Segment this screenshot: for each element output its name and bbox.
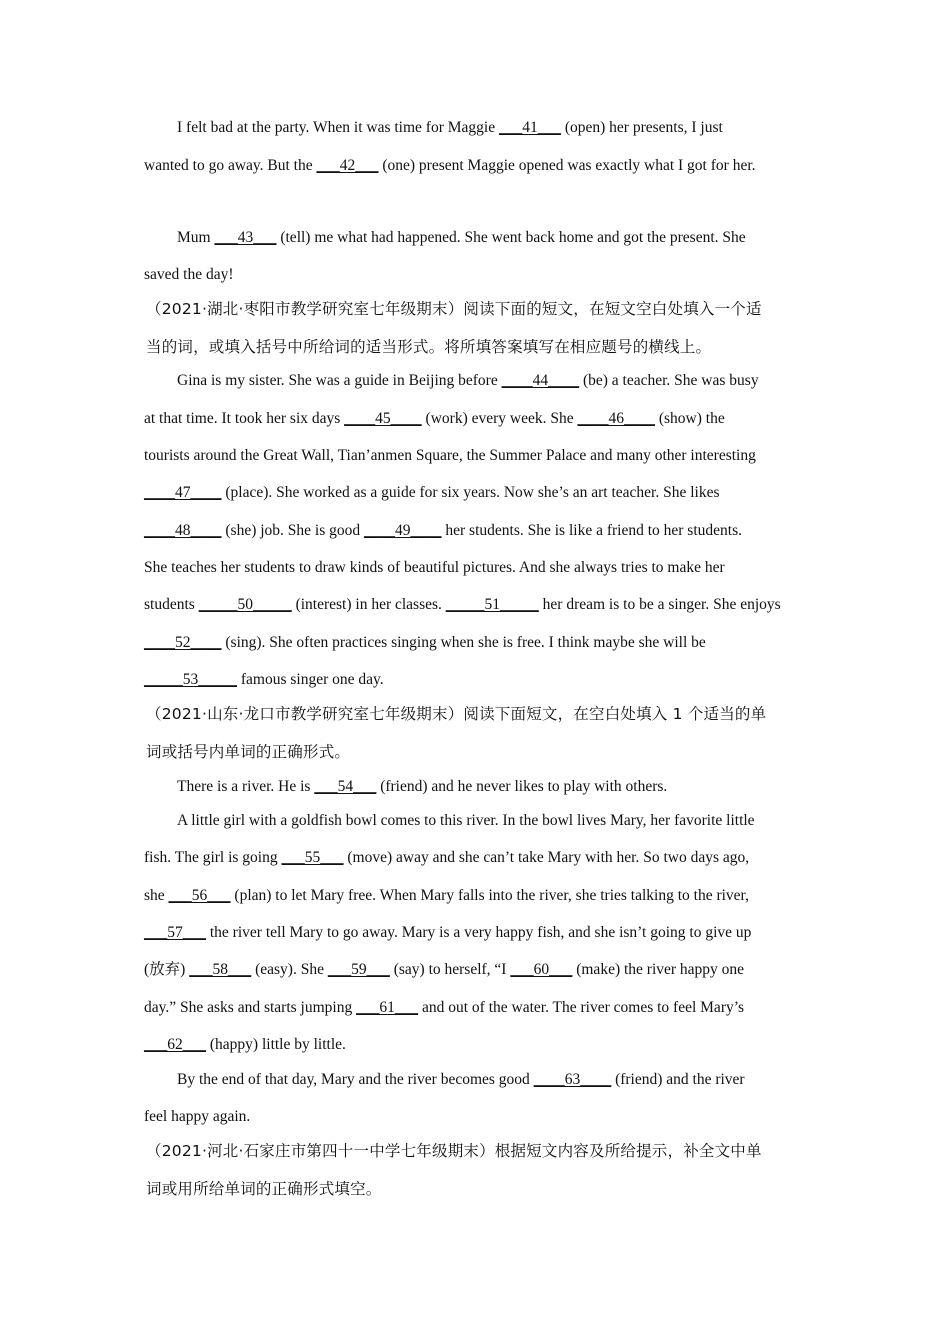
fill-in-blank: ___59___	[327, 961, 390, 978]
text-run: (say) to herself, “I	[389, 961, 511, 978]
passage-line	[144, 521, 812, 541]
text-run: （2021·湖北·枣阳市教学研究室七年级期末）阅读下面的短文，在短文空白处填入一个适	[146, 300, 762, 318]
text-run: (friend) and the river	[611, 1071, 745, 1088]
text-run: the river tell Mary to go away. Mary is a very happy fish, and she isn’t going to give up	[206, 924, 752, 941]
passage-line	[177, 811, 812, 831]
text-run: (make) the river happy one	[572, 961, 745, 978]
fill-in-blank: ___43___	[214, 229, 277, 246]
passage-line	[177, 118, 812, 138]
passage-line	[144, 670, 812, 690]
text-run: (work) every week. She	[421, 410, 578, 427]
text-run: wanted to go away. But the	[144, 157, 317, 174]
passage-line	[144, 998, 812, 1018]
text-run: (be) a teacher. She was busy	[579, 372, 759, 389]
fill-in-blank: _____51_____	[445, 596, 539, 613]
passage-line	[144, 483, 812, 503]
text-run: (tell) me what had happened. She went back home and got the present. She	[276, 229, 746, 246]
fill-in-blank: ____45____	[344, 410, 422, 427]
text-run: 词或用所给单词的正确形式填空。	[146, 1180, 382, 1198]
fill-in-blank: ___56___	[168, 887, 231, 904]
fill-in-blank: ____44____	[501, 372, 580, 389]
section-instruction-line	[146, 1141, 814, 1161]
passage-line	[177, 228, 812, 248]
fill-in-blank: ___57___	[144, 924, 206, 941]
text-run: she	[144, 887, 169, 904]
passage-line	[177, 777, 812, 797]
text-run: students	[144, 596, 199, 613]
fill-in-blank: ____47____	[144, 484, 222, 501]
passage-line	[144, 558, 812, 578]
text-run: her dream is to be a singer. She enjoys	[538, 596, 781, 613]
text-run: saved the day!	[144, 266, 234, 283]
fill-in-blank: _____53_____	[144, 671, 237, 688]
text-run: (easy). She	[251, 961, 328, 978]
text-run: Mum	[177, 229, 215, 246]
fill-in-blank: ___60___	[510, 961, 573, 978]
text-run: 当的词，或填入括号中所给词的适当形式。将所填答案填写在相应题号的横线上。	[146, 338, 712, 356]
text-run: (friend) and he never likes to play with others.	[376, 778, 668, 795]
section-instruction-line	[146, 1179, 814, 1199]
passage-line	[144, 1107, 812, 1127]
fill-in-blank: ____48____	[144, 522, 222, 539]
section-instruction-line	[146, 742, 814, 762]
text-run: A little girl with a goldfish bowl comes to this river. In the bowl lives Mary, her favorite little	[177, 812, 755, 829]
fill-in-blank: ____49____	[364, 522, 442, 539]
text-run: (one) present Maggie opened was exactly what I got for her.	[378, 157, 756, 174]
text-run: and out of the water. The river comes to feel Mary’s	[418, 999, 745, 1016]
passage-line	[144, 265, 812, 285]
text-run: (show) the	[654, 410, 725, 427]
section-instruction-line	[146, 299, 814, 319]
text-run: By the end of that day, Mary and the river becomes good	[177, 1071, 534, 1088]
passage-line	[144, 446, 812, 466]
fill-in-blank: ___54___	[314, 778, 377, 795]
passage-line	[177, 371, 812, 391]
text-run: (放弃)	[144, 961, 190, 978]
section-instruction-line	[146, 704, 814, 724]
text-run: She teaches her students to draw kinds of beautiful pictures. And she always tries to make her	[144, 559, 725, 576]
fill-in-blank: ___61___	[356, 999, 419, 1016]
text-run: her students. She is like a friend to her students.	[441, 522, 742, 539]
text-run: day.” She asks and starts jumping	[144, 999, 357, 1016]
text-run: I felt bad at the party. When it was time for Maggie	[177, 119, 499, 136]
passage-line	[144, 923, 812, 943]
text-run: at that time. It took her six days	[144, 410, 345, 427]
text-run: 词或括号内单词的正确形式。	[146, 743, 351, 761]
text-run: famous singer one day.	[237, 671, 384, 688]
text-run: (place). She worked as a guide for six years. Now she’s an art teacher. She likes	[221, 484, 720, 501]
text-run: feel happy again.	[144, 1108, 251, 1125]
text-run: tourists around the Great Wall, Tian’anmen Square, the Summer Palace and many other interesting	[144, 447, 756, 464]
text-run: (she) job. She is good	[221, 522, 365, 539]
passage-line	[144, 960, 812, 980]
fill-in-blank: ___42___	[316, 157, 379, 174]
text-run: fish. The girl is going	[144, 849, 282, 866]
text-run: There is a river. He is	[177, 778, 315, 795]
passage-line	[144, 848, 812, 868]
passage-line	[144, 156, 812, 176]
fill-in-blank: ___62___	[144, 1036, 206, 1053]
text-run: (open) her presents, I just	[560, 119, 723, 136]
passage-line	[144, 409, 812, 429]
fill-in-blank: ____63____	[533, 1071, 612, 1088]
text-run: (happy) little by little.	[206, 1036, 346, 1053]
text-run: (sing). She often practices singing when she is free. I think maybe she will be	[221, 634, 706, 651]
fill-in-blank: ___41___	[498, 119, 561, 136]
text-run: Gina is my sister. She was a guide in Beijing before	[177, 372, 502, 389]
passage-line	[144, 1035, 812, 1055]
passage-line	[144, 886, 812, 906]
text-run: （2021·河北·石家庄市第四十一中学七年级期末）根据短文内容及所给提示，补全文中单	[146, 1142, 762, 1160]
fill-in-blank: ___55___	[281, 849, 344, 866]
section-instruction-line	[146, 337, 814, 357]
fill-in-blank: ____52____	[144, 634, 222, 651]
passage-line	[144, 633, 812, 653]
text-run: (move) away and she can’t take Mary with her. So two days ago,	[343, 849, 750, 866]
passage-line	[177, 1070, 812, 1090]
text-run: (plan) to let Mary free. When Mary falls into the river, she tries talking to the river,	[230, 887, 749, 904]
passage-line	[144, 595, 812, 615]
fill-in-blank: _____50_____	[198, 596, 292, 613]
text-run: （2021·山东·龙口市教学研究室七年级期末）阅读下面短文，在空白处填入 1 个适当的单	[146, 705, 767, 723]
text-run: (interest) in her classes.	[291, 596, 446, 613]
fill-in-blank: ____46____	[577, 410, 655, 427]
fill-in-blank: ___58___	[189, 961, 252, 978]
